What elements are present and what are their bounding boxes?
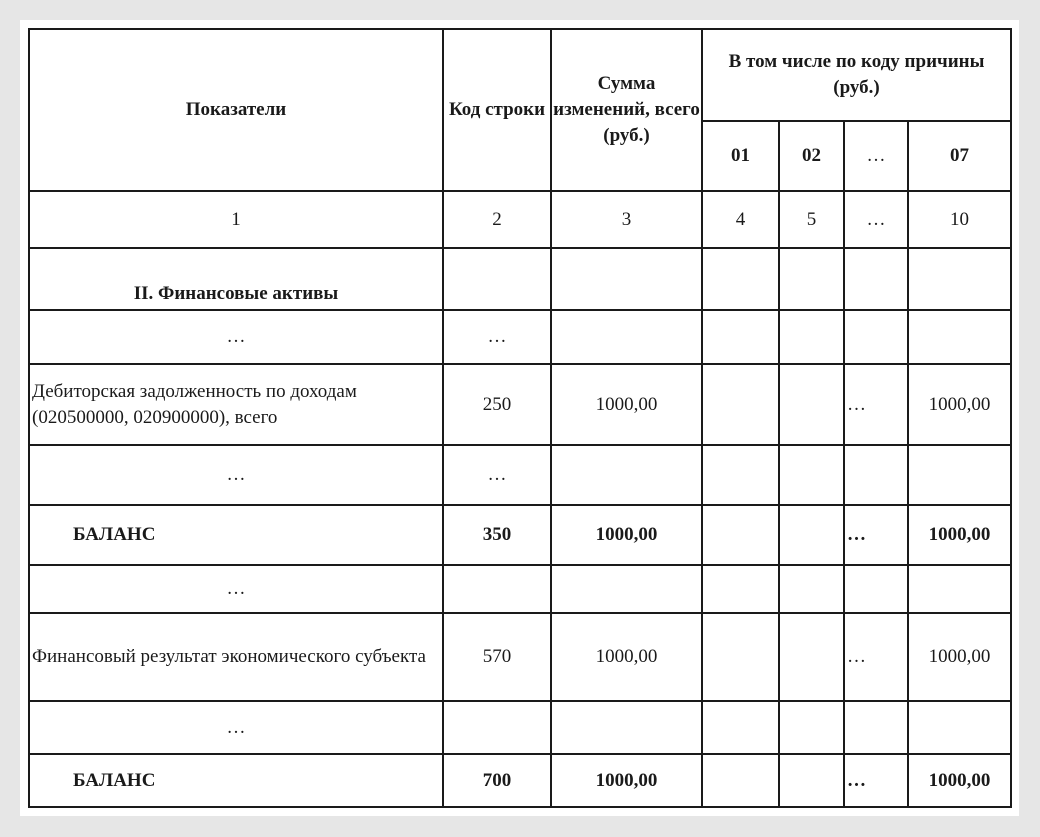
section-title: II. Финансовые активы [29, 248, 443, 310]
row-label: Финансовый результат экономического субъекта [29, 613, 443, 701]
ellipsis-row [29, 565, 1011, 613]
ellipsis-cell: … [29, 445, 443, 505]
ellipsis-cell: … [29, 310, 443, 364]
row-total: 1000,00 [551, 613, 702, 701]
row-code-07-value: 1000,00 [908, 613, 1011, 701]
row-ellipsis: … [844, 754, 908, 807]
document-page [20, 20, 1019, 816]
col-num-1: 1 [29, 191, 443, 248]
col-num-ellipsis: … [844, 191, 908, 248]
ellipsis-cell: … [443, 445, 551, 505]
section-row [29, 248, 1011, 310]
table-row-receivables [29, 364, 1011, 445]
row-label: Дебиторская задолженность по доходам (020500000, 020900000), всего [29, 364, 443, 445]
row-label: БАЛАНС [29, 754, 443, 807]
header-line-code: Код строки [443, 29, 551, 191]
header-code-ellipsis: … [844, 121, 908, 191]
ellipsis-row [29, 310, 1011, 364]
row-code: 350 [443, 505, 551, 565]
row-code-07-value: 1000,00 [908, 364, 1011, 445]
col-num-3: 3 [551, 191, 702, 248]
row-label: БАЛАНС [29, 505, 443, 565]
row-code: 570 [443, 613, 551, 701]
report-table [28, 28, 1012, 808]
column-number-row [29, 191, 1011, 248]
ellipsis-cell: … [443, 310, 551, 364]
col-num-10: 10 [908, 191, 1011, 248]
ellipsis-cell: … [29, 701, 443, 754]
table-row-balance-700 [29, 754, 1011, 807]
table-row-balance-350 [29, 505, 1011, 565]
col-num-4: 4 [702, 191, 779, 248]
col-num-5: 5 [779, 191, 844, 248]
row-code-07-value: 1000,00 [908, 754, 1011, 807]
header-row-top [29, 29, 1011, 121]
row-ellipsis: … [844, 613, 908, 701]
header-code-07: 07 [908, 121, 1011, 191]
ellipsis-row [29, 445, 1011, 505]
row-code-07-value: 1000,00 [908, 505, 1011, 565]
header-by-reason: В том числе по коду причины (руб.) [702, 29, 1011, 121]
ellipsis-cell: … [29, 565, 443, 613]
row-total: 1000,00 [551, 505, 702, 565]
header-total-change: Сумма изменений, всего (руб.) [551, 29, 702, 191]
table-row-financial-result [29, 613, 1011, 701]
header-code-02: 02 [779, 121, 844, 191]
header-code-01: 01 [702, 121, 779, 191]
header-indicators: Показатели [29, 29, 443, 191]
ellipsis-row [29, 701, 1011, 754]
row-ellipsis: … [844, 505, 908, 565]
col-num-2: 2 [443, 191, 551, 248]
row-total: 1000,00 [551, 754, 702, 807]
row-code: 250 [443, 364, 551, 445]
row-total: 1000,00 [551, 364, 702, 445]
row-ellipsis: … [844, 364, 908, 445]
row-code: 700 [443, 754, 551, 807]
